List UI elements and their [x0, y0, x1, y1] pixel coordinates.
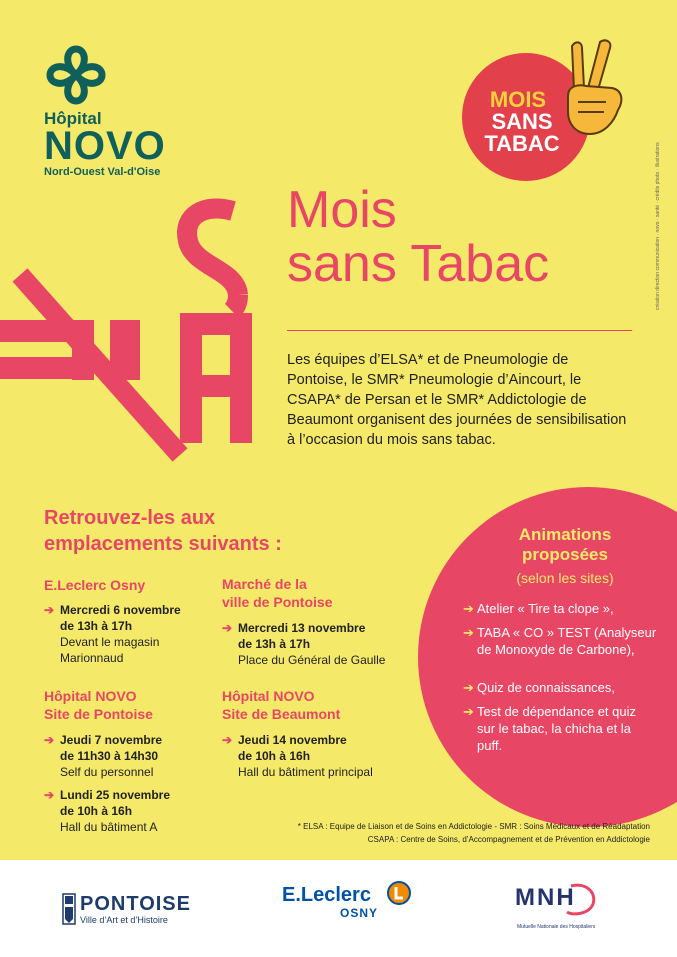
footnote: [230, 820, 650, 846]
intro-paragraph: Les équipes d’ELSA* et de Pneumologie de Pontoise, le SMR* Pneumologie d’Aincourt, le CSAPA* de Persan et le SMR* Addictologie de Beaumont organisent des journées de sensibilisation à l’occasion du mois sans tabac.: [287, 352, 627, 448]
entry-place: Self du personnel: [60, 765, 154, 779]
page-title: [287, 183, 549, 291]
mnh-swoosh-icon: [511, 878, 601, 918]
entry-time: de 10h à 16h: [60, 804, 133, 818]
location-beaumont: [222, 687, 340, 723]
hospital-logo: [44, 44, 174, 178]
title-divider: [287, 330, 632, 331]
activity-item: [463, 600, 667, 617]
location-marche: [222, 575, 332, 611]
places-heading: [44, 505, 282, 557]
no-smoking-graphic: [0, 185, 270, 475]
entry-time: de 13h à 17h: [60, 619, 133, 633]
location-name-line-1: Hôpital NOVO: [44, 688, 137, 704]
schedule-entry: [222, 732, 373, 780]
animations-subtitle: (selon les sites): [516, 570, 614, 586]
animations-title-line-2: proposées: [522, 545, 608, 564]
activity-text: Atelier « Tire ta clope »,: [477, 601, 614, 616]
schedule-entry: [44, 602, 181, 666]
arrow-icon: ➔: [222, 621, 233, 635]
activity-text: Quiz de connaissances,: [477, 680, 616, 695]
entry-date: Jeudi 14 novembre: [238, 733, 347, 747]
leclerc-logo: [282, 884, 379, 920]
logo-region: Nord-Ouest Val-d'Oise: [44, 166, 161, 178]
vertical-credit: création direction communication · novo · santé · crédits photo · illustrations: [655, 142, 661, 310]
activity-text: TABA « CO » TEST (Analyseur de Monoxyde de Carbone),: [477, 625, 657, 657]
schedule-entry: [44, 787, 170, 835]
pontoise-crest-icon: [62, 893, 76, 927]
location-osny: E.Leclerc Osny: [44, 577, 146, 593]
mnh-name: MNH: [515, 884, 576, 911]
location-name-line-2: ville de Pontoise: [222, 594, 333, 610]
animations-title: [490, 525, 640, 565]
arrow-icon: ➔: [463, 704, 474, 719]
entry-date: Lundi 25 novembre: [60, 788, 171, 802]
novo-logo-icon: [44, 44, 108, 106]
location-name-line-2: Site de Beaumont: [222, 706, 341, 722]
arrow-icon: ➔: [44, 603, 55, 617]
animations-title-line-1: Animations: [518, 525, 612, 544]
location-name-line-1: Marché de la: [222, 576, 307, 592]
arrow-icon: ➔: [44, 788, 55, 802]
arrow-icon: ➔: [463, 680, 474, 695]
entry-time: de 10h à 16h: [238, 749, 311, 763]
logo-novo: NOVO: [44, 124, 166, 168]
mnh-tagline: Mutuelle Nationale des Hospitaliers: [517, 924, 596, 930]
entry-date: Mercredi 13 novembre: [238, 621, 366, 635]
arrow-icon: ➔: [463, 625, 474, 640]
arrow-icon: ➔: [463, 601, 474, 616]
pontoise-tagline: Ville d’Art et d’Histoire: [80, 915, 168, 925]
entry-place: Hall du bâtiment principal: [238, 765, 373, 779]
entry-time: de 11h30 à 14h30: [60, 749, 159, 763]
schedule-entry: [44, 732, 162, 780]
entry-date: Jeudi 7 novembre: [60, 733, 163, 747]
title-line-2: sans Tabac: [287, 235, 550, 293]
entry-date: Mercredi 6 novembre: [60, 603, 181, 617]
location-name-line-1: Hôpital NOVO: [222, 688, 315, 704]
activity-item: [463, 679, 667, 696]
arrow-icon: ➔: [222, 733, 233, 747]
location-pontoise-site: [44, 687, 153, 723]
places-heading-line-2: emplacements suivants :: [44, 533, 282, 555]
places-heading-line-1: Retrouvez-les aux: [44, 507, 216, 529]
entry-time: de 13h à 17h: [238, 637, 311, 651]
pontoise-name: PONTOISE: [80, 893, 191, 915]
mnh-logo: [515, 884, 596, 930]
arrow-icon: ➔: [44, 733, 55, 747]
title-line-1: Mois: [287, 181, 397, 239]
entry-place: Place du Général de Gaulle: [238, 653, 386, 667]
entry-place: Devant le magasin: [60, 635, 160, 649]
badge-line-2: SANS: [491, 109, 553, 134]
location-name-line-2: Site de Pontoise: [44, 706, 153, 722]
footnote-line-1: * ELSA : Equipe de Liaison et de Soins en Addictologie - SMR : Soins Médicaux et de Réadaptation: [297, 822, 650, 831]
footnote-line-2: CSAPA : Centre de Soins, d’Accompagnement et de Prévention en Addictologie: [367, 835, 650, 844]
badge-line-1: MOIS: [489, 87, 547, 112]
victory-hand-icon: [560, 38, 626, 148]
activity-item: [463, 624, 662, 658]
entry-place: Marionnaud: [60, 651, 124, 665]
entry-place: Hall du bâtiment A: [60, 820, 158, 834]
logo-hopital: Hôpital: [44, 109, 102, 128]
activity-item: [463, 703, 647, 754]
leclerc-location: OSNY: [340, 906, 379, 920]
schedule-entry: [222, 620, 385, 668]
activity-text: Test de dépendance et quiz sur le tabac, la chicha et la puff.: [477, 704, 637, 753]
leclerc-name: E.Leclerc: [282, 884, 371, 906]
leclerc-l-icon: [386, 880, 412, 906]
badge-line-3: TABAC: [484, 131, 560, 156]
